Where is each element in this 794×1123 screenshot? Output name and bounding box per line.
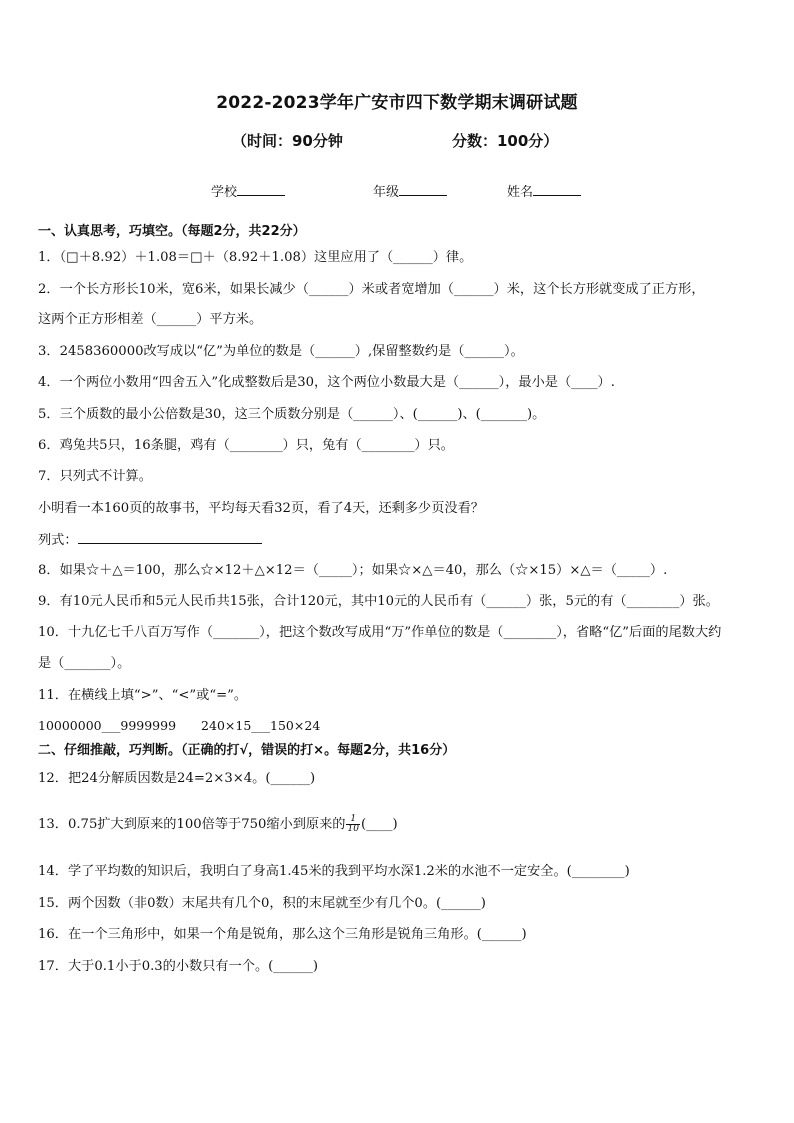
- grade-blank[interactable]: [399, 183, 447, 196]
- question-12: 12．把24分解质因数是24=2×3×4。(______): [38, 771, 316, 786]
- question-11: 11．在横线上填“>”、“<”或“=”。: [38, 688, 248, 703]
- question-11-items: 10000000___9999999 240×15___150×24: [38, 718, 321, 733]
- fraction: [346, 815, 359, 834]
- question-14: 14．学了平均数的知识后，我明白了身高1.45米的我到平均水深1.2米的水池不一定安全。(________): [38, 864, 630, 879]
- question-16: 16．在一个三角形中，如果一个角是锐角，那么这个三角形是锐角三角形。(______): [38, 927, 527, 942]
- grade-field: [373, 181, 447, 200]
- section2-heading: 二、仔细推敲，巧判断。（正确的打√，错误的打×。每题2分，共16分）: [38, 743, 456, 758]
- question-17: 17．大于0.1小于0.3的小数只有一个。(______): [38, 959, 319, 974]
- question-10-line1: 10．十九亿七千八百万写作（_______），把这个数改写成用“万”作单位的数是（________），省略“亿”后面的尾数大约: [38, 625, 722, 640]
- question-3: 3．2458360000改写成以“亿”为单位的数是（______）,保留整数约是（______）。: [38, 344, 524, 359]
- question-13: [38, 815, 764, 834]
- answer-label: 列式：: [38, 533, 78, 548]
- exam-meta: [232, 130, 559, 151]
- question-1: 1．（□＋8.92）＋1.08＝□＋（8.92＋1.08）这里应用了（______）律。: [38, 250, 473, 265]
- question-4: 4．一个两位小数用“四舍五入”化成整数后是30，这个两位小数最大是（______），最小是（____）.: [38, 375, 615, 390]
- question-13-blank: (____): [360, 817, 398, 832]
- fraction-denominator: 10: [347, 824, 359, 834]
- fraction-numerator: 1: [346, 815, 359, 825]
- section1-heading: 一、认真思考，巧填空。（每题2分，共22分）: [38, 224, 306, 239]
- question-13-text: 13．0.75扩大到原来的100倍等于750缩小到原来的: [38, 817, 346, 832]
- question-5: 5．三个质数的最小公倍数是30，这三个质数分别是（______）、(______)、(_______)。: [38, 407, 546, 422]
- question-7-answer: [38, 531, 764, 550]
- grade-label: 年级: [373, 185, 400, 200]
- answer-blank[interactable]: [78, 531, 262, 544]
- page-title: 2022-2023学年广安市四下数学期末调研试题: [216, 93, 578, 113]
- school-field: [211, 181, 285, 200]
- school-label: 学校: [211, 185, 238, 200]
- question-9: 9．有10元人民币和5元人民币共15张，合计120元，其中10元的人民币有（______）张，5元的有（________）张。: [38, 594, 719, 609]
- name-field: [507, 181, 581, 200]
- question-7-story: 小明看一本160页的故事书，平均每天看32页，看了4天，还剩多少页没看？: [38, 501, 484, 516]
- question-2-line1: 2．一个长方形长10米，宽6米，如果长减少（______）米或者宽增加（______）米，这个长方形就变成了正方形，: [38, 282, 705, 297]
- question-2-line2: 这两个正方形相差（______）平方米。: [38, 312, 263, 327]
- time-label: （时间：90分钟: [232, 132, 343, 150]
- name-blank[interactable]: [533, 183, 581, 196]
- question-7: 7．只列式不计算。: [38, 469, 152, 484]
- question-10-line2: 是（_______）。: [38, 656, 131, 671]
- question-15: 15．两个因数（非0数）末尾共有几个0，积的末尾就至少有几个0。(______): [38, 896, 486, 911]
- school-blank[interactable]: [237, 183, 285, 196]
- name-label: 姓名: [507, 185, 534, 200]
- question-8: 8．如果☆＋△＝100，那么☆×12＋△×12＝（_____）；如果☆×△＝40，那么（☆×15）×△＝（_____）.: [38, 563, 668, 578]
- score-label: 分数：100分）: [452, 132, 559, 150]
- question-6: 6．鸡兔共5只，16条腿，鸡有（________）只，兔有（________）只。: [38, 438, 454, 453]
